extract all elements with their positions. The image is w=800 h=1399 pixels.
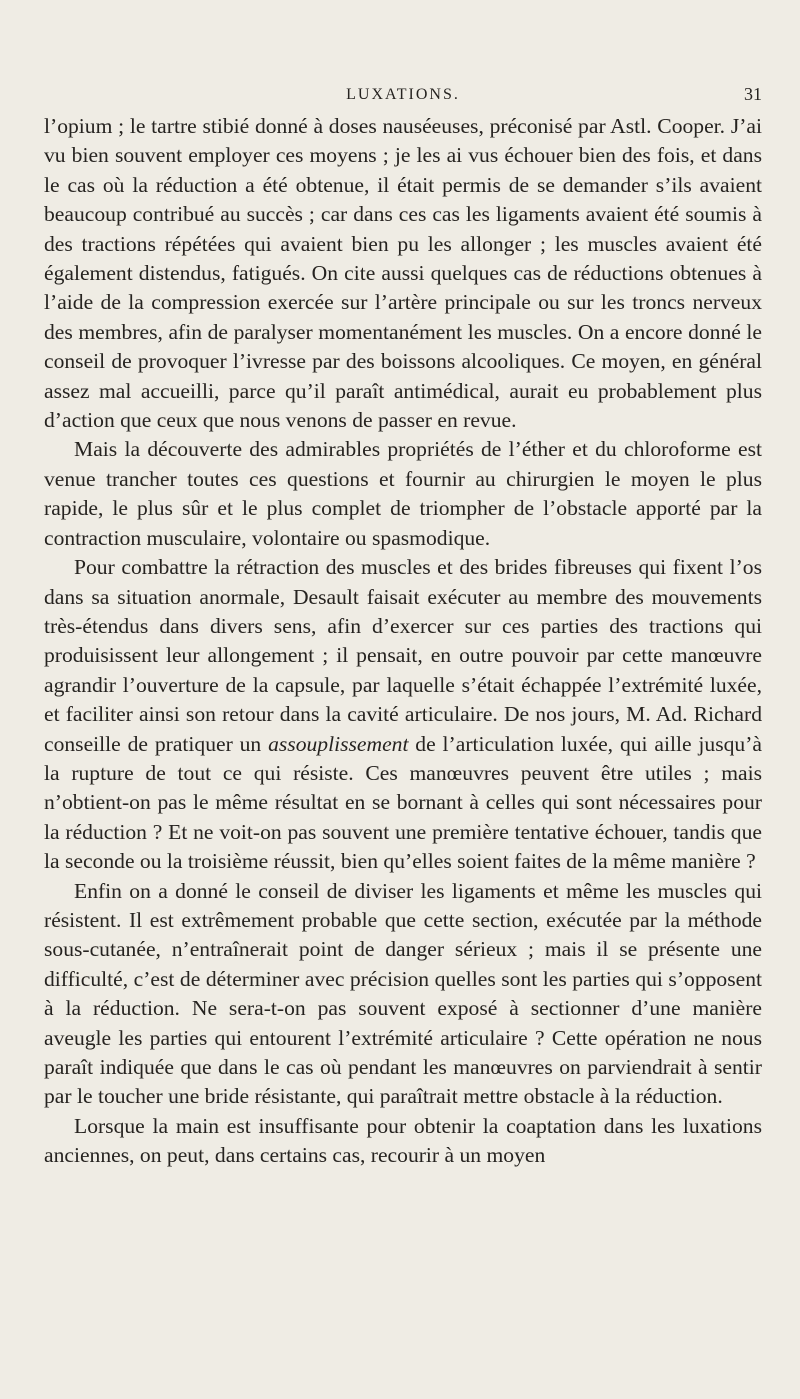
paragraph-text-before-emphasis: Pour combattre la rétraction des muscles et des brides fibreuses qui fixent l’os dans sa situation anormale, Desault faisait exécuter au membre des mouvements très-étendus dans divers sens, afin d’exercer sur ces parties des tractions qui produisissent leur allongement ; il pensait, en outre pouvoir par cette manœuvre agrandir l’ouverture de la capsule, par laquelle s’était échappée l’extrémité luxée, et faciliter ainsi son retour dans la cavité articulaire. De nos jours, M. Ad. Richard conseille de pratiquer un xyxy=(44,555,762,756)
paragraph-text-after-emphasis: de l’articulation luxée, qui aille jusqu’à la rupture de tout ce qui résiste. Ces manœuvres peuvent être utiles ; mais n’obtient-on pas le même résultat en se bornant à celles qui sont nécessaires pour la réduction ? Et ne voit-on pas souvent une première tentative échouer, tandis que la seconde ou la troisième réussit, bien qu’elles soient faites de la même manière ? xyxy=(44,731,762,874)
running-head xyxy=(44,86,762,110)
body-text xyxy=(44,112,762,1171)
paragraph-opium-remedies: l’opium ; le tartre stibié donné à doses nauséeuses, préconisé par Astl. Cooper. J’ai vu bien souvent employer ces moyens ; je les ai vus échouer bien des fois, et dans le cas où la réduction a été obtenue, il était permis de se demander s’ils avaient beaucoup contribué au succès ; car dans ces cas les ligaments avaient été soumis à des tractions répétées qui avaient bien pu les allonger ; les muscles avaient été également distendus, fatigués. On cite aussi quelques cas de réductions obtenues à l’aide de la compression exercée sur l’artère principale ou sur les troncs nerveux des membres, afin de paralyser momentanément les muscles. On a encore donné le conseil de provoquer l’ivresse par des boissons alcooliques. Ce moyen, en général assez mal accueilli, parce qu’il paraît antimédical, aurait eu probablement plus d’action que ceux que nous venons de passer en revue. xyxy=(44,114,762,433)
paragraph-ligament-division: Enfin on a donné le conseil de diviser les ligaments et même les muscles qui résistent. Il est extrêmement probable que cette section, exécutée par la méthode sous-cutanée, n’entraînerait point de danger sérieux ; mais il se présente une difficulté, c’est de déterminer avec précision quelles sont les parties qui s’opposent à la réduction. Ne sera-t-on pas souvent exposé à sectionner d’une manière aveugle les parties qui entourent l’extrémité articulaire ? Cette opération ne nous paraît indiquée que dans le cas où pendant les manœuvres on parviendrait à sentir par le toucher une bride résistante, qui paraîtrait mettre obstacle à la réduction. xyxy=(44,878,762,1109)
paragraph-ether-chloroform: Mais la découverte des admirables propriétés de l’éther et du chloroforme est venue trancher toutes ces questions et fournir au chirurgien le moyen le plus rapide, le plus sûr et le plus complet de triompher de l’obstacle apporté par la contraction musculaire, volontaire ou spasmodique. xyxy=(44,437,762,550)
paragraph-old-luxations: Lorsque la main est insuffisante pour obtenir la coaptation dans les luxations anciennes, on peut, dans certains cas, recourir à un moyen xyxy=(44,1113,762,1168)
page-number: 31 xyxy=(744,84,762,104)
emphasized-term: assouplissement xyxy=(268,731,409,756)
running-title: LUXATIONS. xyxy=(346,86,460,103)
paragraph-desault-movements xyxy=(44,553,762,876)
